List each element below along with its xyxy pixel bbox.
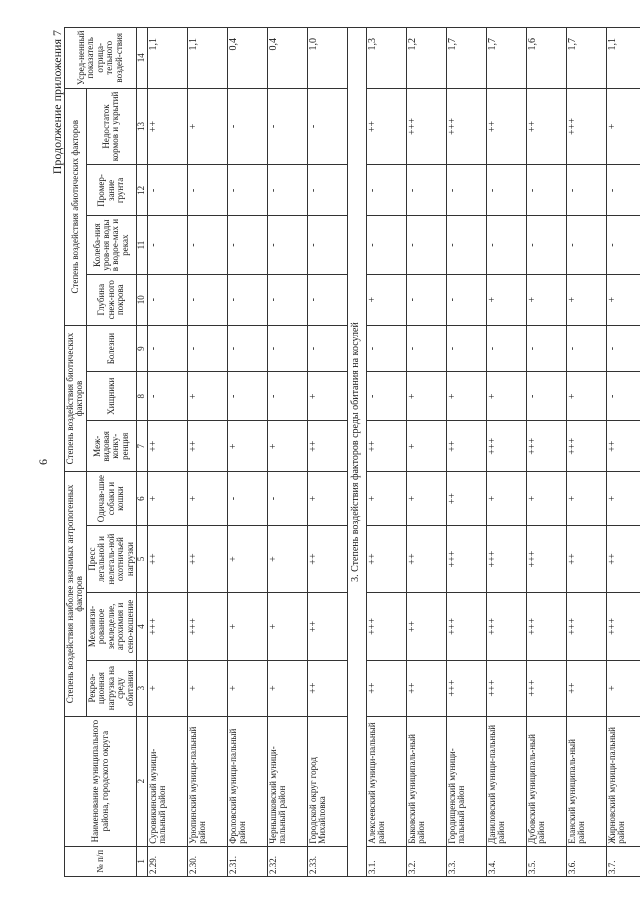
column-number: 14 [137,28,147,89]
factor-value: - [446,274,486,325]
factor-value: - [187,325,227,372]
factor-value: ++ [566,660,606,716]
header-factor: Одичав-шие собаки и кошки [86,472,136,525]
factor-value: + [187,472,227,525]
column-number: 2 [137,716,147,846]
factor-value: +++ [446,88,486,165]
factor-value: + [406,421,446,472]
factors-table [64,27,640,877]
section-title: 3. Степень воздействия факторов среды обитания на косулей [347,28,366,877]
column-number: 3 [137,660,147,716]
factor-value: - [267,88,307,165]
district-name: Суровикинский муници-пальный район [147,716,187,846]
factor-value: +++ [526,593,566,660]
column-number: 6 [137,472,147,525]
appendix-label: Продолжение приложения 7 [50,30,64,175]
average-value: 0,4 [227,28,267,89]
row-number: 2.33. [307,846,347,876]
table-row [606,28,640,877]
factor-value: +++ [446,525,486,592]
table-row [366,28,406,877]
factor-value: ++ [486,88,526,165]
factor-value: - [406,325,446,372]
factor-value: ++ [187,525,227,592]
header-factor: Механизи-рованное земледелие, агрохимия и сено-кошение [86,593,136,660]
factor-value: + [406,372,446,421]
header-factor: Колеба-ния уров-ня воды в водое-мах и реках [86,216,136,274]
factor-value: - [526,372,566,421]
factor-value: ++ [366,421,406,472]
factor-value: ++ [406,660,446,716]
row-number: 2.30. [187,846,227,876]
factor-value: - [446,325,486,372]
page-number: 6 [36,459,50,465]
header-factor: Меж-видовая конку-ренция [86,421,136,472]
factor-value: +++ [366,593,406,660]
factor-value: + [307,372,347,421]
column-number: 11 [137,216,147,274]
factor-value: - [267,372,307,421]
factor-value: + [187,88,227,165]
factor-value: - [606,372,640,421]
header-num: № п/п [65,846,137,876]
factor-value: - [307,88,347,165]
factor-value: ++ [406,525,446,592]
factor-value: - [526,165,566,216]
factor-value: - [227,472,267,525]
factor-value: +++ [446,593,486,660]
factor-value: - [187,216,227,274]
header-factor: Пресс легальной и нелегаль-ной охотничьей нагрузки [86,525,136,592]
factor-value: - [267,165,307,216]
column-number: 8 [137,372,147,421]
factor-value: + [187,660,227,716]
factor-value: + [566,372,606,421]
factor-value: - [147,325,187,372]
factor-value: +++ [486,525,526,592]
table-row [307,28,347,877]
factor-value: + [406,472,446,525]
district-name: Быковский муниципаль-ный район [406,716,446,846]
factor-value: + [566,274,606,325]
factor-value: ++ [606,525,640,592]
row-number: 3.1. [366,846,406,876]
factor-value: + [267,525,307,592]
factor-value: - [446,165,486,216]
factor-value: + [606,88,640,165]
factor-value: - [606,165,640,216]
column-number: 7 [137,421,147,472]
header-average: Усред-ненный показатель отрица-тельного воздей-ствия [65,28,137,89]
header-factor: Рекреа-ционная нагрузка на среду обитания [86,660,136,716]
factor-value: - [147,216,187,274]
header-factor: Болезни [86,325,136,372]
factor-value: + [227,421,267,472]
factor-value: +++ [526,660,566,716]
factor-value: - [227,216,267,274]
row-number: 3.5. [526,846,566,876]
factor-value: + [147,660,187,716]
factor-value: - [526,325,566,372]
district-name: Городищенский муници-пальный район [446,716,486,846]
factor-value: - [227,274,267,325]
factor-value: + [486,274,526,325]
factor-value: + [606,472,640,525]
factor-value: - [366,372,406,421]
factor-value: - [267,472,307,525]
factor-value: +++ [526,525,566,592]
district-name: Жирновский муници-пальный район [606,716,640,846]
factor-value: - [486,165,526,216]
factor-value: ++ [366,660,406,716]
factor-value: + [366,274,406,325]
factor-value: - [446,216,486,274]
factor-value: - [267,216,307,274]
factor-value: +++ [486,660,526,716]
header-factor: Промер-зание грунта [86,165,136,216]
header-factor: Глубина снеж-ного покрова [86,274,136,325]
factor-value: - [406,216,446,274]
factor-value: +++ [446,660,486,716]
district-name: Даниловский муници-пальный район [486,716,526,846]
factor-value: - [366,165,406,216]
factor-value: - [366,216,406,274]
factor-value: - [227,165,267,216]
factor-value: ++ [307,593,347,660]
factor-value: +++ [606,593,640,660]
table-row [446,28,486,877]
district-name: Чернышковский муници-пальный район [267,716,307,846]
factor-value: ++ [446,421,486,472]
average-value: 1,0 [307,28,347,89]
factor-value: + [566,472,606,525]
row-number: 3.6. [566,846,606,876]
factor-value: + [227,660,267,716]
factor-value: + [267,593,307,660]
factor-value: - [147,274,187,325]
factor-value: + [486,472,526,525]
factor-value: ++ [307,525,347,592]
average-value: 1,1 [606,28,640,89]
row-number: 3.3. [446,846,486,876]
average-value: 0,4 [267,28,307,89]
row-number: 2.32. [267,846,307,876]
factor-value: - [366,325,406,372]
factor-value: +++ [566,88,606,165]
factor-value: ++ [147,88,187,165]
factor-value: + [187,372,227,421]
factor-value: - [227,325,267,372]
factor-value: ++ [366,525,406,592]
factor-value: - [486,325,526,372]
factor-value: +++ [187,593,227,660]
factor-value: ++ [606,421,640,472]
row-number: 3.7. [606,846,640,876]
factor-value: - [147,372,187,421]
district-name: Фроловский муници-пальный район [227,716,267,846]
average-value: 1,7 [566,28,606,89]
average-value: 1,3 [366,28,406,89]
table-row [267,28,307,877]
factor-value: + [227,593,267,660]
factor-value: - [307,216,347,274]
average-value: 1,7 [486,28,526,89]
table-row [227,28,267,877]
column-number: 12 [137,165,147,216]
factor-value: - [307,325,347,372]
factor-value: +++ [147,593,187,660]
section-row [347,28,366,877]
factor-value: + [307,472,347,525]
factor-value: +++ [486,593,526,660]
factor-value: - [227,88,267,165]
factor-value: - [267,274,307,325]
factor-value: ++ [526,88,566,165]
factor-value: ++ [307,660,347,716]
column-number: 1 [137,846,147,876]
factor-value: +++ [406,88,446,165]
factor-value: + [446,372,486,421]
average-value: 1,1 [187,28,227,89]
factor-value: - [267,325,307,372]
header-group-biotic: Степень воздействия биотических факторов [65,325,87,472]
table-row [187,28,227,877]
factor-value: - [606,325,640,372]
factor-value: - [307,165,347,216]
average-value: 1,6 [526,28,566,89]
column-number: 13 [137,88,147,165]
factor-value: ++ [187,421,227,472]
district-name: Алексеевский муници-пальный район [366,716,406,846]
factor-value: - [606,216,640,274]
column-number: 5 [137,525,147,592]
factor-value: ++ [147,421,187,472]
factor-value: + [147,472,187,525]
table-row [486,28,526,877]
factor-value: - [566,216,606,274]
column-number: 10 [137,274,147,325]
table-row [566,28,606,877]
factor-value: +++ [566,593,606,660]
column-number: 9 [137,325,147,372]
factor-value: - [526,216,566,274]
factor-value: ++ [446,472,486,525]
row-number: 3.2. [406,846,446,876]
factor-value: + [606,660,640,716]
factor-value: + [526,274,566,325]
district-name: Еланский муниципаль-ный район [566,716,606,846]
header-group-anthropogenic: Степень воздействия наиболее значимых антропогенных факторов [65,472,87,716]
district-name: Городской округ город Михайловка [307,716,347,846]
row-number: 3.4. [486,846,526,876]
average-value: 1,2 [406,28,446,89]
average-value: 1,1 [147,28,187,89]
factor-value: - [187,274,227,325]
factor-value: - [486,216,526,274]
factor-value: ++ [566,525,606,592]
factor-value: + [366,472,406,525]
factor-value: - [307,274,347,325]
factor-value: - [406,274,446,325]
factor-value: - [147,165,187,216]
factor-value: +++ [526,421,566,472]
factor-value: + [227,525,267,592]
factor-value: - [187,165,227,216]
district-name: Дубовский муниципаль-ный район [526,716,566,846]
factor-value: ++ [307,421,347,472]
factor-value: + [486,372,526,421]
factor-value: ++ [366,88,406,165]
column-number: 4 [137,593,147,660]
row-number: 2.31. [227,846,267,876]
factor-value: + [267,421,307,472]
table-row [406,28,446,877]
row-number: 2.29. [147,846,187,876]
factor-value: - [566,325,606,372]
table-row [147,28,187,877]
factor-value: - [227,372,267,421]
factor-value: ++ [147,525,187,592]
header-factor: Хищники [86,372,136,421]
factor-value: ++ [406,593,446,660]
factor-value: +++ [486,421,526,472]
factor-value: + [606,274,640,325]
header-group-abiotic: Степень воздействия абиотических факторов [65,88,87,325]
district-name: Урюпинский муници-пальный район [187,716,227,846]
average-value: 1,7 [446,28,486,89]
factor-value: - [406,165,446,216]
factor-value: + [267,660,307,716]
table-row [526,28,566,877]
header-name: Наименование муниципального района, городского округа [65,716,137,846]
header-factor: Недостаток кормов и укрытий [86,88,136,165]
factor-value: + [526,472,566,525]
factor-value: +++ [566,421,606,472]
factor-value: - [566,165,606,216]
